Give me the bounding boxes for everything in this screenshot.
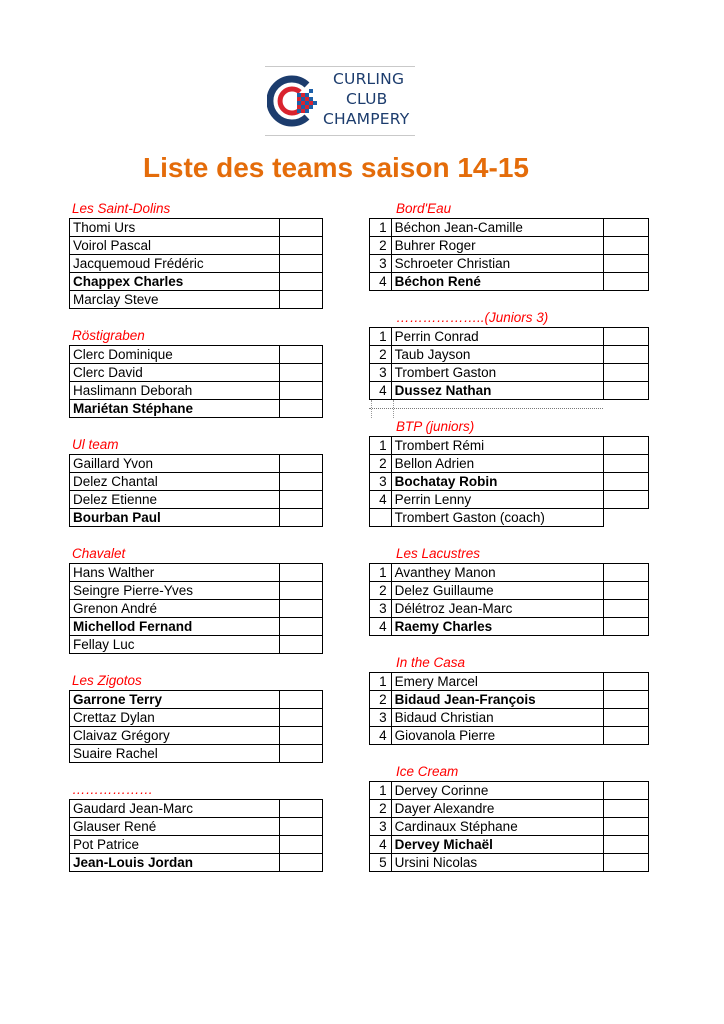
player-number: 3 bbox=[370, 473, 392, 491]
player-number: 1 bbox=[370, 437, 392, 455]
table-row bbox=[70, 600, 323, 618]
empty-cell bbox=[603, 328, 648, 346]
player-name: Garrone Terry bbox=[70, 691, 280, 709]
empty-cell bbox=[280, 509, 323, 527]
team-roster-table bbox=[369, 327, 649, 400]
empty-cell bbox=[280, 745, 323, 763]
table-row bbox=[70, 564, 323, 582]
player-name: Béchon René bbox=[391, 273, 603, 291]
empty-cell bbox=[280, 346, 323, 364]
player-name: Jacquemoud Frédéric bbox=[70, 255, 280, 273]
dotted-line bbox=[393, 400, 394, 418]
player-name: Trombert Gaston bbox=[391, 364, 603, 382]
logo-line-club: CLUB bbox=[346, 90, 388, 108]
player-name: Glauser René bbox=[70, 818, 280, 836]
table-row bbox=[370, 691, 649, 709]
table-row bbox=[370, 219, 649, 237]
player-name: Clerc David bbox=[70, 364, 280, 382]
player-number: 2 bbox=[370, 455, 392, 473]
dotted-line bbox=[371, 400, 372, 418]
player-name: Buhrer Roger bbox=[391, 237, 603, 255]
player-name: Hans Walther bbox=[70, 564, 280, 582]
team-name: ……………… bbox=[72, 782, 153, 797]
empty-cell bbox=[603, 727, 648, 745]
empty-cell bbox=[280, 255, 323, 273]
team-roster-table bbox=[369, 218, 649, 291]
empty-cell bbox=[280, 691, 323, 709]
player-name: Chappex Charles bbox=[70, 273, 280, 291]
empty-cell bbox=[280, 709, 323, 727]
player-name: Haslimann Deborah bbox=[70, 382, 280, 400]
table-row bbox=[70, 709, 323, 727]
player-name: Pot Patrice bbox=[70, 836, 280, 854]
empty-cell bbox=[603, 564, 648, 582]
table-row bbox=[370, 618, 649, 636]
table-row bbox=[370, 854, 649, 872]
player-name: Cardinaux Stéphane bbox=[391, 818, 603, 836]
team-spacer bbox=[369, 291, 649, 309]
empty-cell bbox=[280, 636, 323, 654]
table-row bbox=[70, 382, 323, 400]
table-row bbox=[370, 491, 649, 509]
table-row bbox=[70, 582, 323, 600]
table-row bbox=[70, 836, 323, 854]
table-row bbox=[70, 854, 323, 872]
player-number: 4 bbox=[370, 382, 392, 400]
player-name: Grenon André bbox=[70, 600, 280, 618]
table-row bbox=[370, 346, 649, 364]
empty-cell bbox=[280, 818, 323, 836]
team-name: Ice Cream bbox=[396, 764, 459, 779]
player-name: Marclay Steve bbox=[70, 291, 280, 309]
player-name: Raemy Charles bbox=[391, 618, 603, 636]
table-row bbox=[370, 437, 649, 455]
empty-cell bbox=[280, 600, 323, 618]
club-logo bbox=[265, 66, 415, 136]
player-name: Avanthey Manon bbox=[391, 564, 603, 582]
table-row bbox=[370, 255, 649, 273]
team-roster-table bbox=[369, 563, 649, 636]
player-number: 1 bbox=[370, 673, 392, 691]
empty-cell bbox=[603, 273, 648, 291]
team-name: BTP (juniors) bbox=[396, 419, 475, 434]
table-row bbox=[70, 800, 323, 818]
player-name: Trombert Gaston (coach) bbox=[391, 509, 603, 527]
team-spacer bbox=[369, 527, 649, 545]
team-roster-table bbox=[69, 218, 323, 309]
player-number: 3 bbox=[370, 600, 392, 618]
empty-cell bbox=[280, 564, 323, 582]
empty-cell bbox=[280, 800, 323, 818]
empty-cell bbox=[280, 618, 323, 636]
empty-cell bbox=[603, 673, 648, 691]
player-name: Bourban Paul bbox=[70, 509, 280, 527]
player-name: Delez Guillaume bbox=[391, 582, 603, 600]
empty-cell bbox=[603, 346, 648, 364]
player-number: 3 bbox=[370, 709, 392, 727]
empty-cell bbox=[280, 382, 323, 400]
empty-cell bbox=[603, 582, 648, 600]
team-roster-table bbox=[69, 454, 323, 527]
table-row bbox=[70, 491, 323, 509]
team-spacer bbox=[69, 309, 322, 327]
table-row bbox=[70, 455, 323, 473]
curling-stone-logo-icon bbox=[267, 71, 319, 131]
right-team-column bbox=[369, 200, 649, 872]
team-name: Ul team bbox=[72, 437, 119, 452]
table-row bbox=[70, 818, 323, 836]
player-name: Dayer Alexandre bbox=[391, 800, 603, 818]
player-number: 5 bbox=[370, 854, 392, 872]
player-number: 4 bbox=[370, 273, 392, 291]
team-name: In the Casa bbox=[396, 655, 466, 670]
page-title: Liste des teams saison 14-15 bbox=[143, 152, 529, 183]
player-name: Delez Chantal bbox=[70, 473, 280, 491]
table-row bbox=[370, 800, 649, 818]
player-name: Delez Etienne bbox=[70, 491, 280, 509]
team-name: ………………..(Juniors 3) bbox=[396, 310, 549, 325]
player-name: Bellon Adrien bbox=[391, 455, 603, 473]
empty-cell bbox=[603, 818, 648, 836]
empty-cell bbox=[280, 400, 323, 418]
player-name: Suaire Rachel bbox=[70, 745, 280, 763]
empty-cell bbox=[280, 237, 323, 255]
empty-cell bbox=[603, 709, 648, 727]
team-roster-table bbox=[69, 799, 323, 872]
player-number: 2 bbox=[370, 237, 392, 255]
empty-cell bbox=[603, 782, 648, 800]
empty-cell bbox=[603, 800, 648, 818]
empty-cell bbox=[603, 618, 648, 636]
player-name: Thomi Urs bbox=[70, 219, 280, 237]
empty-cell bbox=[603, 854, 648, 872]
table-row bbox=[370, 273, 649, 291]
team-name: Chavalet bbox=[72, 546, 126, 561]
player-number: 4 bbox=[370, 836, 392, 854]
player-name: Seingre Pierre-Yves bbox=[70, 582, 280, 600]
team-name: Les Zigotos bbox=[72, 673, 142, 688]
table-row bbox=[70, 400, 323, 418]
team-roster-table bbox=[369, 672, 649, 745]
table-row bbox=[70, 509, 323, 527]
player-number: 1 bbox=[370, 328, 392, 346]
player-name: Voirol Pascal bbox=[70, 237, 280, 255]
player-name: Délétroz Jean-Marc bbox=[391, 600, 603, 618]
player-number: 1 bbox=[370, 564, 392, 582]
empty-cell bbox=[603, 437, 648, 455]
table-row bbox=[370, 836, 649, 854]
table-row bbox=[70, 618, 323, 636]
player-number: 4 bbox=[370, 491, 392, 509]
team-spacer bbox=[69, 763, 322, 781]
player-name: Mariétan Stéphane bbox=[70, 400, 280, 418]
dotted-line bbox=[369, 408, 603, 409]
player-name: Michellod Fernand bbox=[70, 618, 280, 636]
team-name: Les Lacustres bbox=[396, 546, 481, 561]
table-row bbox=[70, 364, 323, 382]
team-roster-table bbox=[369, 781, 649, 872]
player-number: 4 bbox=[370, 618, 392, 636]
player-name: Dussez Nathan bbox=[391, 382, 603, 400]
table-row bbox=[370, 473, 649, 491]
player-number: 3 bbox=[370, 364, 392, 382]
table-row bbox=[70, 255, 323, 273]
table-row bbox=[370, 582, 649, 600]
player-name: Bochatay Robin bbox=[391, 473, 603, 491]
table-row bbox=[70, 346, 323, 364]
player-name: Fellay Luc bbox=[70, 636, 280, 654]
dotted-separator bbox=[369, 400, 649, 418]
table-row bbox=[370, 364, 649, 382]
player-name: Trombert Rémi bbox=[391, 437, 603, 455]
table-row bbox=[70, 636, 323, 654]
player-number bbox=[370, 509, 392, 527]
empty-cell bbox=[603, 455, 648, 473]
player-number: 2 bbox=[370, 582, 392, 600]
table-row bbox=[70, 745, 323, 763]
player-name: Emery Marcel bbox=[391, 673, 603, 691]
table-row bbox=[370, 237, 649, 255]
team-name: Les Saint-Dolins bbox=[72, 201, 171, 216]
empty-cell bbox=[603, 219, 648, 237]
player-name: Bidaud Christian bbox=[391, 709, 603, 727]
player-name: Gaillard Yvon bbox=[70, 455, 280, 473]
team-spacer bbox=[369, 636, 649, 654]
table-row bbox=[370, 818, 649, 836]
empty-cell bbox=[603, 237, 648, 255]
table-row bbox=[70, 473, 323, 491]
table-row bbox=[70, 273, 323, 291]
table-row bbox=[70, 291, 323, 309]
table-row bbox=[70, 691, 323, 709]
team-name: Röstigraben bbox=[72, 328, 145, 343]
player-name: Gaudard Jean-Marc bbox=[70, 800, 280, 818]
player-name: Ursini Nicolas bbox=[391, 854, 603, 872]
player-number: 4 bbox=[370, 727, 392, 745]
table-row bbox=[70, 219, 323, 237]
table-row bbox=[370, 328, 649, 346]
player-number: 3 bbox=[370, 255, 392, 273]
team-roster-table bbox=[369, 436, 649, 527]
table-row bbox=[370, 455, 649, 473]
player-number: 1 bbox=[370, 219, 392, 237]
table-row bbox=[70, 237, 323, 255]
empty-cell bbox=[603, 691, 648, 709]
player-name: Béchon Jean-Camille bbox=[391, 219, 603, 237]
table-row bbox=[370, 600, 649, 618]
player-number: 2 bbox=[370, 691, 392, 709]
empty-cell bbox=[280, 727, 323, 745]
left-team-column bbox=[69, 200, 322, 872]
player-name: Bidaud Jean-François bbox=[391, 691, 603, 709]
player-name: Taub Jayson bbox=[391, 346, 603, 364]
empty-cell bbox=[280, 291, 323, 309]
table-row bbox=[370, 509, 649, 527]
table-row bbox=[70, 727, 323, 745]
player-number: 2 bbox=[370, 346, 392, 364]
table-row bbox=[370, 709, 649, 727]
team-spacer bbox=[69, 527, 322, 545]
player-number: 2 bbox=[370, 800, 392, 818]
empty-cell bbox=[280, 836, 323, 854]
team-spacer bbox=[69, 418, 322, 436]
player-name: Perrin Lenny bbox=[391, 491, 603, 509]
table-row bbox=[370, 564, 649, 582]
player-number: 1 bbox=[370, 782, 392, 800]
team-roster-table bbox=[69, 563, 323, 654]
table-row bbox=[370, 782, 649, 800]
team-name: Bord'Eau bbox=[396, 201, 452, 216]
empty-cell bbox=[280, 364, 323, 382]
table-row bbox=[370, 727, 649, 745]
table-row bbox=[370, 673, 649, 691]
empty-cell bbox=[603, 836, 648, 854]
empty-cell bbox=[280, 582, 323, 600]
logo-line-curling: CURLING bbox=[333, 70, 405, 88]
empty-cell bbox=[280, 491, 323, 509]
empty-cell bbox=[280, 473, 323, 491]
player-name: Dervey Corinne bbox=[391, 782, 603, 800]
player-name: Dervey Michaël bbox=[391, 836, 603, 854]
empty-cell bbox=[603, 364, 648, 382]
empty-cell bbox=[280, 854, 323, 872]
player-name: Schroeter Christian bbox=[391, 255, 603, 273]
player-name: Clerc Dominique bbox=[70, 346, 280, 364]
team-spacer bbox=[69, 654, 322, 672]
player-name: Giovanola Pierre bbox=[391, 727, 603, 745]
empty-cell bbox=[603, 473, 648, 491]
team-spacer bbox=[369, 745, 649, 763]
player-name: Claivaz Grégory bbox=[70, 727, 280, 745]
empty-cell bbox=[280, 273, 323, 291]
empty-cell bbox=[603, 600, 648, 618]
team-roster-table bbox=[69, 690, 323, 763]
empty-cell bbox=[603, 491, 648, 509]
empty-cell bbox=[280, 219, 323, 237]
empty-cell bbox=[603, 509, 648, 527]
empty-cell bbox=[280, 455, 323, 473]
player-name: Perrin Conrad bbox=[391, 328, 603, 346]
logo-wordmark bbox=[319, 69, 415, 129]
player-name: Crettaz Dylan bbox=[70, 709, 280, 727]
team-roster-table bbox=[69, 345, 323, 418]
empty-cell bbox=[603, 382, 648, 400]
player-number: 3 bbox=[370, 818, 392, 836]
table-row bbox=[370, 382, 649, 400]
logo-line-champery: CHAMPERY bbox=[323, 110, 410, 128]
empty-cell bbox=[603, 255, 648, 273]
player-name: Jean-Louis Jordan bbox=[70, 854, 280, 872]
